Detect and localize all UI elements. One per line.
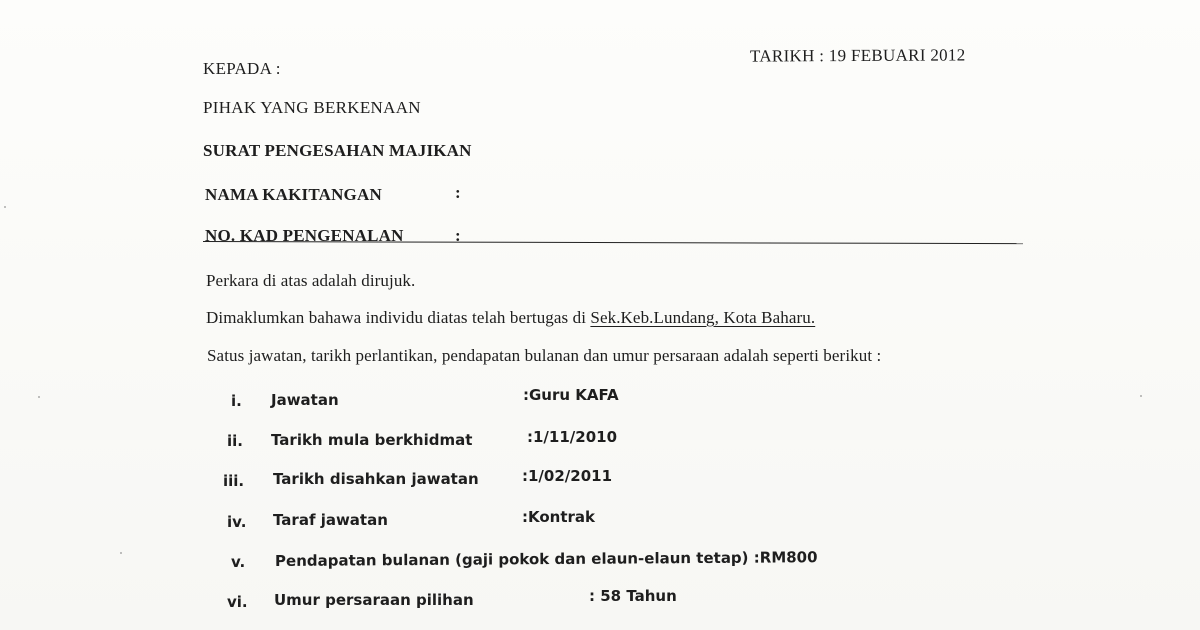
scan-speck: [4, 206, 6, 208]
item-value: :1/02/2011: [522, 467, 613, 485]
letter-date: TARIKH : 19 FEBUARI 2012: [749, 45, 966, 66]
item-number: vi.: [227, 593, 248, 611]
item-value: :Kontrak: [522, 508, 596, 526]
body-line-referred: Perkara di atas adalah dirujuk.: [206, 271, 416, 290]
scan-speck: [38, 396, 40, 398]
item-value: : 58 Tahun: [589, 587, 677, 605]
item-label: Umur persaraan pilihan: [274, 591, 474, 609]
item-value: :RM800: [753, 548, 818, 567]
item-label: Tarikh disahkan jawatan: [273, 470, 479, 488]
body-line-assignment: [206, 308, 815, 328]
to-label: KEPADA :: [203, 59, 281, 78]
item-label: Tarikh mula berkhidmat: [271, 431, 473, 449]
staff-name-colon: :: [455, 183, 461, 202]
letter-subject: SURAT PENGESAHAN MAJIKAN: [203, 141, 472, 160]
item-label: Taraf jawatan: [273, 511, 388, 529]
item-number: iv.: [227, 513, 247, 531]
item-number: ii.: [227, 432, 243, 450]
scan-speck: [120, 552, 122, 554]
item-number: i.: [231, 392, 242, 410]
item-label: Pendapatan bulanan (gaji pokok dan elaun-elaun tetap): [274, 548, 749, 570]
assignment-text: Dimaklumkan bahawa individu diatas telah bertugas di: [206, 308, 591, 327]
ic-number-label: NO. KAD PENGENALAN: [205, 226, 404, 245]
item-row-income: [275, 548, 818, 570]
scan-speck: [1140, 395, 1142, 397]
staff-name-label: NAMA KAKITANGAN: [205, 185, 382, 204]
item-number: v.: [231, 553, 246, 571]
school-name: Sek.Keb.Lundang, Kota Baharu.: [590, 308, 816, 327]
item-label: Jawatan: [271, 391, 339, 409]
item-value: :1/11/2010: [527, 428, 618, 446]
item-number: iii.: [223, 472, 245, 490]
item-value: :Guru KAFA: [523, 386, 619, 404]
recipient: PIHAK YANG BERKENAAN: [203, 98, 421, 117]
body-line-details-intro: Satus jawatan, tarikh perlantikan, pendapatan bulanan dan umur persaraan adalah seperti berikut :: [207, 346, 882, 365]
ic-number-colon: :: [455, 226, 461, 245]
